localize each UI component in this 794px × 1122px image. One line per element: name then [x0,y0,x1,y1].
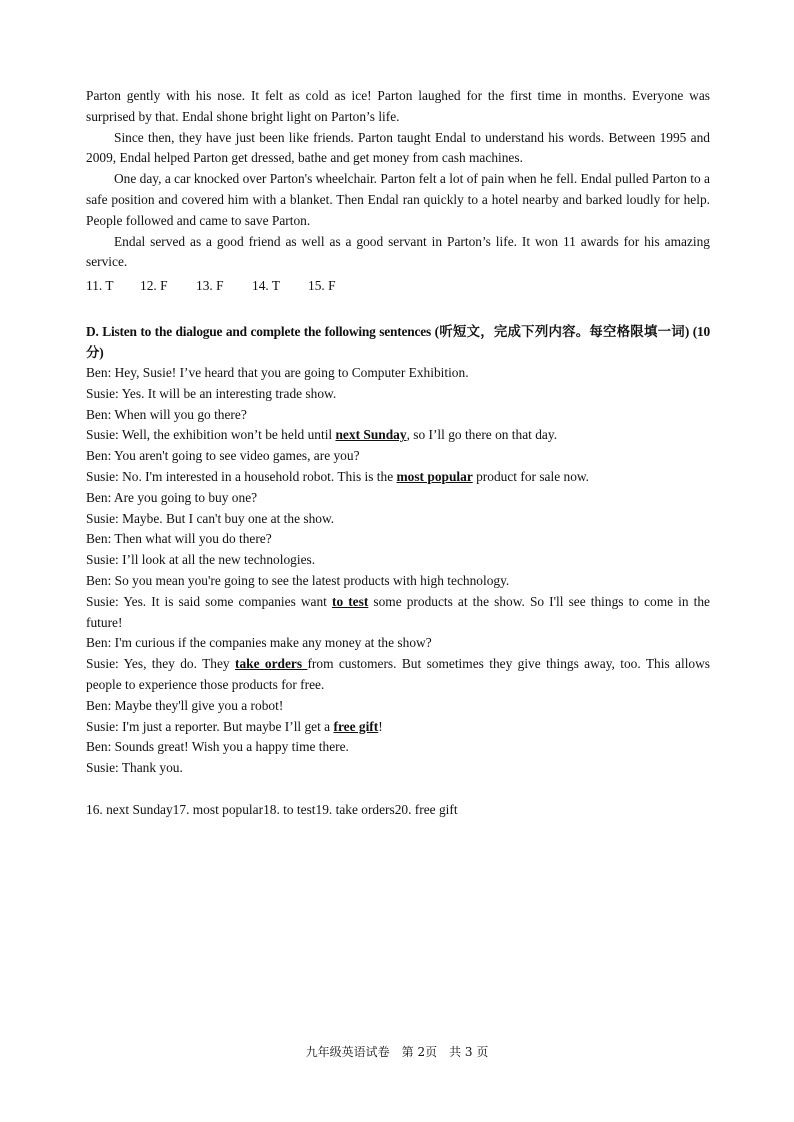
dialogue-line [86,363,710,384]
dialogue-line [86,488,710,509]
dialogue-line [86,425,710,446]
dialogue-text: some products at the show. So I'll see things to come in the future! [86,593,711,630]
dialogue-text: Susie: I'm just a reporter. But maybe I’ll get a [86,718,334,734]
dialogue-text: Susie: Yes. It is said some companies want [86,593,332,609]
dialogue-line [86,509,710,530]
answer: 13. F [196,278,224,294]
dialogue-line [86,550,710,571]
answer: 20. free gift [394,801,458,817]
dialogue-text: Susie: Maybe. But I can't buy one at the show. [86,510,335,526]
dialogue-line [86,592,710,634]
dialogue-text: Ben: Sounds great! Wish you a happy time there. [86,739,349,755]
page-footer: 九年级英语试卷 第 2页 共 3 页 [305,1045,489,1059]
dialogue-line [86,467,710,488]
dialogue-text: Susie: Thank you. [86,760,183,776]
answer: 19. take orders [315,801,395,817]
dialogue-text: Susie: Well, the exhibition won’t be held until [86,427,336,443]
answer-highlight: most popular [396,468,473,484]
dialogue-text: from customers. But sometimes they give things away, too. This allows people to experience those products for free. [86,656,710,692]
dialogue-text: Ben: I'm curious if the companies make any money at the show? [86,635,432,651]
dialogue-text: Ben: So you mean you're going to see the latest products with high technology. [86,572,510,588]
dialogue-text: Ben: Maybe they'll give you a robot! [86,697,284,713]
dialogue-text: Ben: You aren't going to see video games, are you? [86,448,360,464]
answer: 17. most popular [172,801,264,817]
dialogue-text: Susie: Yes. It will be an interesting trade show. [86,385,337,401]
paragraph: One day, a car knocked over Parton's wheelchair. Parton felt a lot of pain when he fell. Endal pulled Parton to a safe position and covered him with a blanket. Then Endal ran quickly to a hotel nearby and barked loudly for help. People followed and came to save Parton. [86,171,710,228]
dialogue-line [86,696,710,717]
answer-highlight: next Sunday [335,427,407,443]
paragraph: Endal served as a good friend as well as a good servant in Parton’s life. It won 11 awards for his amazing service. [86,233,710,270]
dialogue-text: Ben: When will you go there? [86,406,247,422]
section-heading: D. Listen to the dialogue and complete the following sentences (听短文，完成下列内容。每空格限填一词) (10分) [86,323,710,360]
dialogue-text: Ben: Are you going to buy one? [86,489,258,505]
answer-key-c [86,276,710,297]
answer-key-d [86,800,710,821]
answer: 14. T [252,278,281,294]
dialogue-text: Susie: I’ll look at all the new technologies. [86,552,316,568]
dialogue-line [86,446,710,467]
dialogue-text: Ben: Hey, Susie! I’ve heard that you are going to Computer Exhibition. [86,364,469,380]
page-body [86,86,710,821]
dialogue-text: Susie: Yes, they do. They [86,656,235,672]
dialogue [86,363,710,779]
dialogue-text: ! [378,718,383,734]
dialogue-text: Ben: Then what will you do there? [86,531,272,547]
dialogue-text: Susie: No. I'm interested in a household robot. This is the [86,468,397,484]
dialogue-line [86,384,710,405]
dialogue-line [86,717,710,738]
dialogue-line [86,571,710,592]
dialogue-text: , so I’ll go there on that day. [406,427,558,443]
paragraph: Parton gently with his nose. It felt as cold as ice! Parton laughed for the first time in months. Everyone was surprised by that. Endal shone bright light on Parton’s life. [86,88,710,124]
dialogue-text: product for sale now. [472,468,590,484]
answer-highlight: to test [331,593,369,609]
answer-highlight: take orders [234,656,308,672]
dialogue-line [86,654,710,696]
dialogue-line [86,529,710,550]
dialogue-line [86,405,710,426]
answer: 16. next Sunday [86,801,173,817]
dialogue-line [86,758,710,779]
answer-highlight: free gift [333,718,379,734]
paragraph: Since then, they have just been like friends. Parton taught Endal to understand his words. Between 1995 and 2009, Endal helped Parton get dressed, bathe and get money from cash machines. [86,129,710,166]
answer: 11. T [86,278,114,294]
answer: 15. F [308,278,336,294]
answer: 18. to test [263,801,316,817]
dialogue-line [86,737,710,758]
dialogue-line [86,633,710,654]
answer: 12. F [140,278,168,294]
